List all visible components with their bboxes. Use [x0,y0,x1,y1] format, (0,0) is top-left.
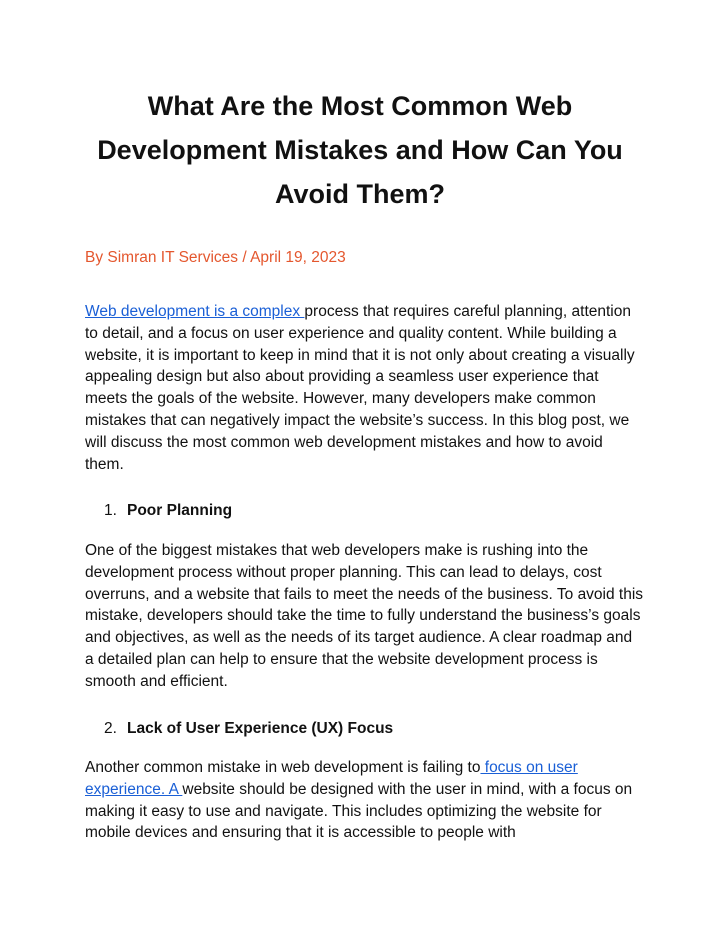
ux-text-after: website should be designed with the user in mind, with a focus on making it easy to use and navigate. This includes optimizing the website for mobile devices and ensuring that it is accessible to people with [85,780,633,842]
web-development-link[interactable]: Web development is a complex [85,303,305,320]
intro-text: process that requires careful planning, attention to detail, and a focus on user experience and quality content. While building a website, it is important to keep in mind that it is not only about creating a visually appealing design but also about providing a seamless user experience that meets the goals of the website. However, many developers make common mistakes that can negatively impact the website’s success. In this blog post, we will discuss the most common web development mistakes and how to avoid them. [85,303,635,473]
article-title: What Are the Most Common Web Development Mistakes and How Can You Avoid Them? [97,91,623,209]
section-number: 2. [104,720,117,737]
section-number: 1. [104,502,117,519]
intro-paragraph [85,301,645,475]
section-heading-poor-planning [104,502,232,520]
section-heading-ux-focus [104,720,393,738]
section-heading-text: Lack of User Experience (UX) Focus [127,720,394,737]
poor-planning-paragraph: One of the biggest mistakes that web developers make is rushing into the development process without proper planning. This can lead to delays, cost overruns, and a website that fails to meet the needs of the business. To avoid this mistake, developers should take the time to fully understand the business’s goals and objectives, as well as the needs of its target audience. A clear roadmap and a detailed plan can help to ensure that the website development process is smooth and efficient. [85,542,644,690]
ux-text-before: Another common mistake in web development is failing to [85,759,481,776]
ux-focus-paragraph [85,757,645,844]
article-byline: By Simran IT Services / April 19, 2023 [85,249,346,266]
section-heading-text: Poor Planning [127,502,233,519]
focus-on-user-experience-link[interactable]: focus on user experience. A [85,759,578,798]
